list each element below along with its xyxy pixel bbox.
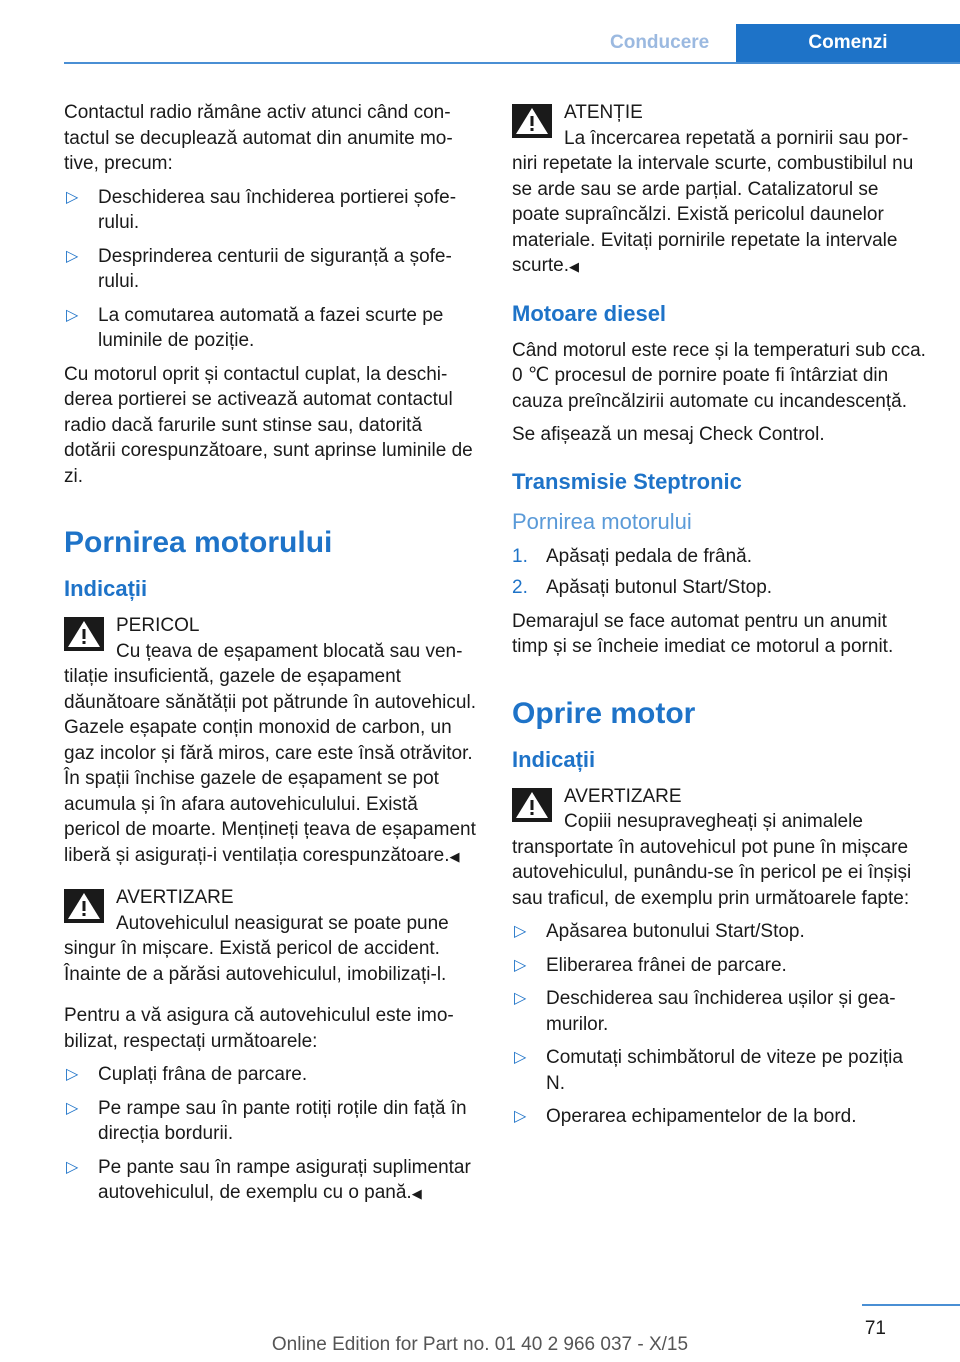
bullet-list [512,919,926,1130]
triangle-bullet-icon: ▷ [66,1066,79,1083]
list-item-text: Deschiderea sau închiderea ușilor și geamurilor. [546,988,896,1035]
triangle-bullet-icon: ▷ [514,1108,527,1125]
list-item-text: Apăsarea butonului Start/Stop. [546,921,805,942]
paragraph: Pentru a vă asigura că autovehiculul este imobilizat, respectați următoarele: [64,1005,454,1052]
list-item [512,919,926,945]
page-number: 71 [864,1318,886,1339]
warning-text: Copiii nesupravegheați și animalele transportate în autovehicul pot pune în mișcare autovehiculul, punându-se în pericol pe ei înșiși sau traficul, de exemplu prin următoarele fapte: [512,811,912,909]
warning-triangle-icon [64,889,104,923]
warning-triangle-icon [512,104,552,138]
warning-triangle-icon [64,617,104,651]
subsection-heading: Indicații [512,746,596,772]
paragraph: Cu motorul oprit și contactul cuplat, la deschiderea portierei se activează automat contactul radio dacă farurile sunt stinse sau, datorită dotării corespunzătoare, sunt aprinse luminile de zi. [64,363,473,487]
step-item [512,575,926,601]
list-item-text: Comutați schimbătorul de viteze pe poziția N. [546,1047,903,1094]
list-item-text: La comutarea automată a fazei scurte pe luminile de poziție. [98,304,444,351]
triangle-bullet-icon: ▷ [514,990,527,1007]
warning-title: PERICOL [116,615,200,636]
warning-text: Cu țeava de eșapament blocată sau ventilație insuficientă, gazele de eșapament dăunătoare sănătății pot pătrunde în autovehicul. Gazele eșapate conțin monoxid de carbon, un gaz incolor și fără miros, care este însă otrăvitor. În spații închise gazele de eșapament se pot acumula și în afara autovehiculului. Există pericol de moarte. Mențineți țeava de eșapament liberă și asigurați-i ventilația corespunzătoare. [64,640,476,866]
end-mark: ◀ [569,259,580,274]
list-item-text: Pe rampe sau în pante rotiți roțile din față în direcția bordurii. [98,1097,467,1144]
end-mark: ◀ [449,848,460,864]
intro-paragraph: Contactul radio rămâne activ atunci când contactul se decuplează automat din anumite motive, precum: [64,102,453,174]
list-item [512,1045,926,1096]
warning-text: La încercarea repetată a pornirii sau porniri repetate la intervale scurte, combustibilul nu se arde sau se arde parțial. Catalizatorul se poate supraîncălzi. Există pericolul daunelor materiale. Evitați pornirile repetate la intervale scurte. [512,127,914,276]
minor-heading: Pornirea motorului [512,508,692,534]
section-heading: Oprire motor [512,696,696,730]
warning-text: Autovehiculul neasigurat se poate pune singur în mișcare. Există pericol de accident. Înainte de a părăsi autovehiculul, imobilizați-l. [64,912,449,985]
warning-box [512,784,926,912]
paragraph: Demarajul se face automat pentru un anumit timp și se încheie imediat ce motorul a pornit. [512,610,894,657]
subsection-heading: Motoare diesel [512,300,667,326]
list-item-text: Deschiderea sau închiderea portierei șoferului. [98,186,457,233]
bullet-list [64,185,478,354]
warning-title: ATENȚIE [564,102,643,123]
list-item [64,303,478,354]
list-item-text: Desprinderea centurii de siguranță a șoferului. [98,245,452,292]
header-section: Conducere [610,32,710,53]
list-item [64,185,478,236]
subsection-heading: Transmisie Steptronic [512,468,742,494]
end-mark: ◀ [411,1186,422,1201]
list-item-text: Cuplați frâna de parcare. [98,1064,308,1085]
list-item [512,986,926,1037]
warning-box [512,100,926,280]
subsection-heading: Indicații [64,576,148,601]
list-item-text: Eliberarea frânei de parcare. [546,954,787,976]
warning-title: AVERTIZARE [564,785,682,807]
list-item [512,1104,926,1130]
list-item [512,953,926,979]
triangle-bullet-icon: ▷ [66,1099,79,1117]
list-item [64,1096,478,1147]
triangle-bullet-icon: ▷ [66,306,79,324]
triangle-bullet-icon: ▷ [66,247,79,265]
triangle-bullet-icon: ▷ [66,1158,79,1176]
list-item-text: Operarea echipamentelor de la bord. [546,1106,857,1127]
bullet-list [64,1062,478,1207]
step-number: 1. [512,545,528,567]
warning-box [64,613,478,869]
list-item [64,1155,478,1207]
step-list [512,544,926,601]
page-header [64,24,960,64]
paragraph: Se afișează un mesaj Check Control. [512,424,825,445]
triangle-bullet-icon: ▷ [514,1049,527,1066]
triangle-bullet-icon: ▷ [514,923,527,940]
header-chapter: Comenzi [736,24,960,62]
page-number-rule [862,1304,960,1306]
list-item [64,244,478,295]
step-text: Apăsați pedala de frână. [546,545,752,567]
triangle-bullet-icon: ▷ [66,188,79,206]
paragraph: Când motorul este rece și la temperaturi sub cca. 0 ℃ procesul de pornire poate fi întârziat din cauza preîncălzirii automate cu incandescență. [512,339,926,412]
right-column [512,100,926,1138]
footer-text: Online Edition for Part no. 01 40 2 966 037 - X/15 [271,1334,689,1355]
list-item [64,1062,478,1088]
triangle-bullet-icon: ▷ [514,956,527,974]
list-item-text: Pe pante sau în rampe asigurați suplimentar autovehiculul, de exemplu cu o pană. [98,1156,471,1203]
step-item [512,544,926,570]
step-text: Apăsați butonul Start/Stop. [546,577,773,598]
step-number: 2. [512,577,528,598]
warning-triangle-icon [512,788,552,822]
warning-title: AVERTIZARE [116,887,234,908]
warning-box [64,885,478,987]
left-column [64,100,478,1215]
section-heading: Pornirea motorului [64,526,333,559]
